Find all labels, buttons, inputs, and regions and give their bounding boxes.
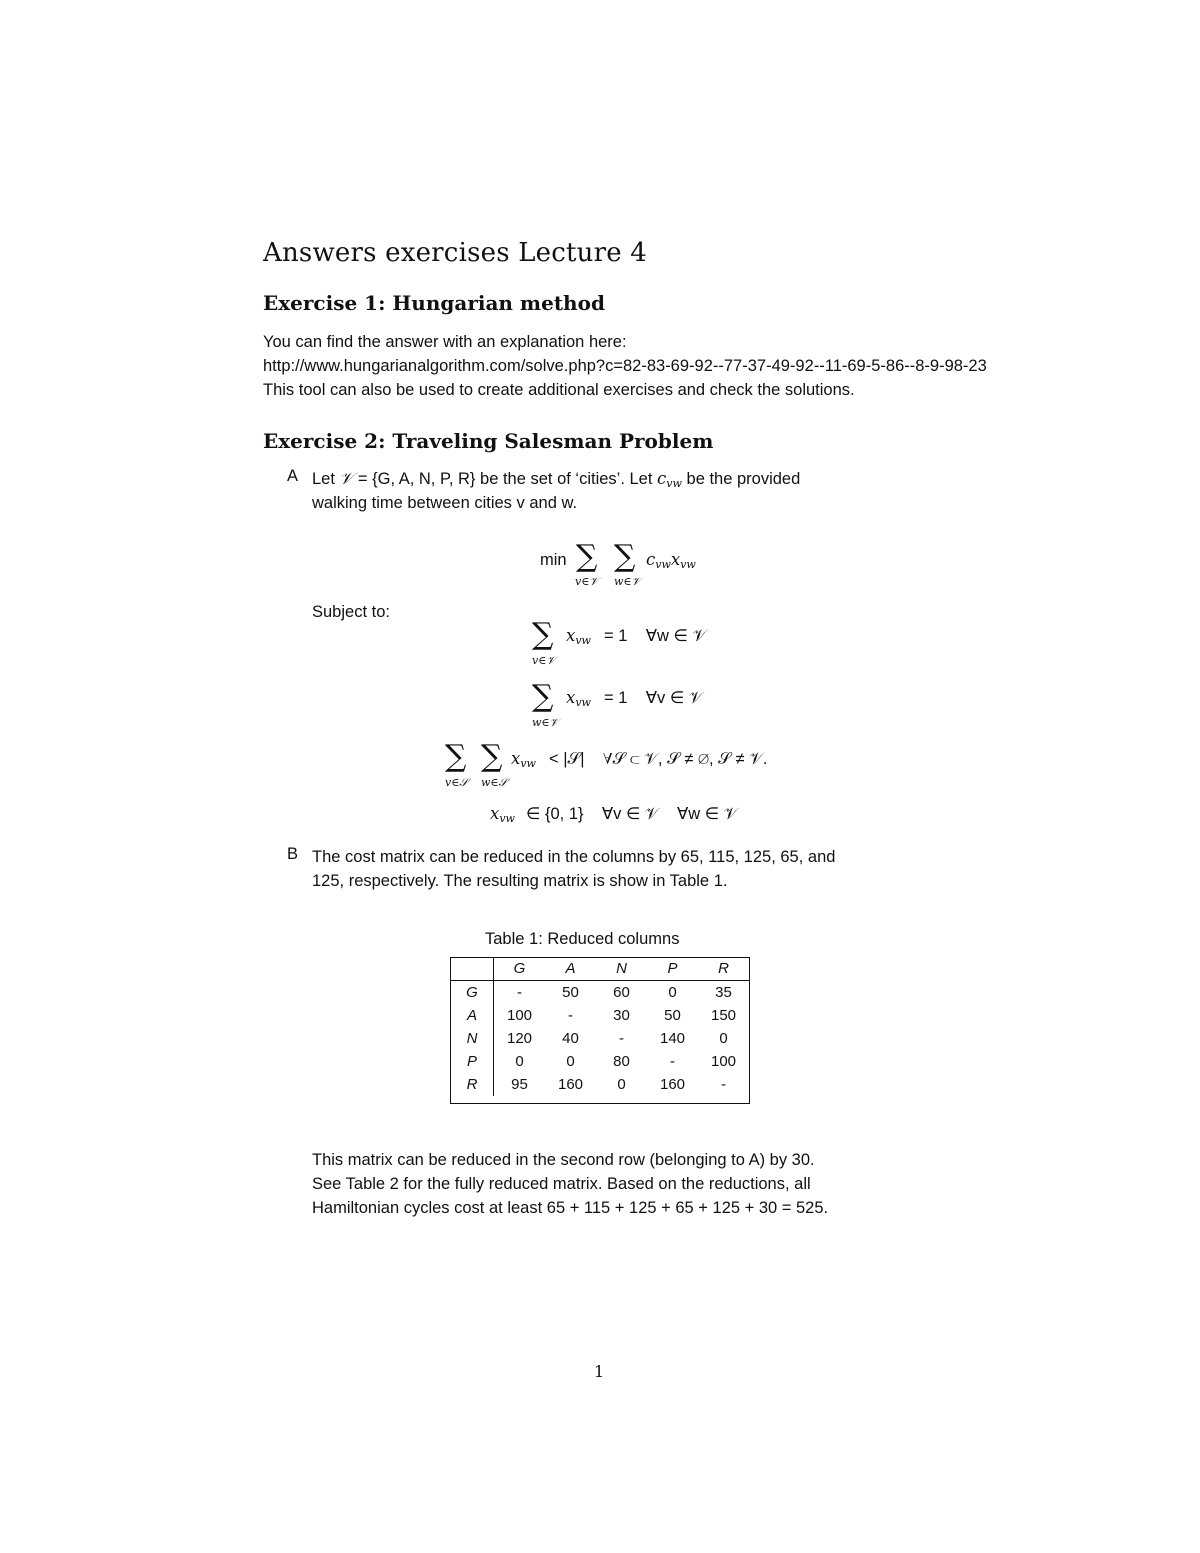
min-word: min	[540, 551, 567, 569]
table-cell: 140	[659, 1030, 686, 1047]
table-cell: -	[721, 1076, 726, 1093]
sum-index: v∈𝒮	[445, 776, 468, 789]
column-header: P	[667, 960, 678, 977]
table-cell: 160	[659, 1076, 686, 1093]
constraint-2	[532, 679, 792, 732]
table-cell: 50	[664, 1007, 681, 1024]
row-header: P	[451, 1050, 494, 1073]
table-cell: 95	[511, 1076, 528, 1093]
sum-index: w∈𝒱	[532, 716, 559, 729]
part-a-line2: walking time between cities v and w.	[312, 494, 578, 512]
table-cell: 120	[506, 1030, 533, 1047]
table-cell: -	[568, 1007, 573, 1024]
table-row	[451, 1050, 749, 1073]
constraint-rhs: < |𝒮| ∀𝒮 ⊂ 𝒱, 𝒮 ≠ ∅, 𝒮 ≠ 𝒱.	[549, 750, 768, 768]
table-cell: 100	[506, 1007, 533, 1024]
table-cell: 160	[557, 1076, 584, 1093]
table-caption: Table 1: Reduced columns	[485, 930, 680, 948]
table-cell: -	[517, 984, 522, 1001]
var-x: $x_{vw}$	[566, 626, 591, 647]
sum-index: v∈𝒱	[532, 654, 556, 667]
sum-index: w∈𝒮	[481, 776, 508, 789]
table-cell: 0	[515, 1053, 524, 1070]
column-header: A	[565, 960, 576, 977]
column-header: N	[616, 960, 627, 977]
table-cell: 50	[562, 984, 579, 1001]
exercise-1-text	[263, 330, 987, 402]
sum-icon: ∑	[532, 679, 554, 714]
constraint-3	[445, 739, 825, 792]
var-x: $x_{vw}$	[566, 688, 591, 709]
sum-index: w∈𝒱	[614, 575, 641, 588]
sum-icon: ∑	[445, 739, 467, 774]
var-x: $x_{vw}$	[490, 804, 515, 825]
objective-term: $c_{vw}x_{vw}$	[646, 550, 696, 571]
exercise-1-heading: Exercise 1: Hungarian method	[263, 291, 605, 315]
sum-icon: ∑	[576, 539, 598, 574]
row-header: R	[451, 1073, 494, 1096]
exercise-1-line: This tool can also be used to create additional exercises and check the solutions.	[263, 381, 855, 399]
text: be the provided	[686, 470, 801, 488]
page-number: 1	[594, 1362, 605, 1381]
subject-to: Subject to:	[312, 603, 390, 621]
part-a-label: A	[287, 467, 299, 485]
sum-icon: ∑	[481, 739, 503, 774]
exercise-2-heading: Exercise 2: Traveling Salesman Problem	[263, 429, 714, 453]
table-header-row	[451, 957, 749, 981]
row-header: N	[451, 1027, 494, 1050]
table-cell: 0	[668, 984, 677, 1001]
table-row	[451, 1027, 749, 1050]
table-cell: 40	[562, 1030, 579, 1047]
text-line: See Table 2 for the fully reduced matrix. Based on the reductions, all	[312, 1175, 811, 1193]
table-cell: -	[670, 1053, 675, 1070]
text-line: Hamiltonian cycles cost at least 65 + 115 + 125 + 65 + 125 + 30 = 525.	[312, 1199, 829, 1217]
row-header: A	[451, 1004, 494, 1027]
sum-icon: ∑	[532, 617, 554, 652]
objective	[538, 539, 758, 592]
part-b-label: B	[287, 845, 299, 863]
table-cell: 60	[613, 984, 630, 1001]
part-b-conclusion	[312, 1148, 828, 1220]
table-cell: 150	[710, 1007, 737, 1024]
table-cell: 100	[710, 1053, 737, 1070]
text-line: The cost matrix can be reduced in the columns by 65, 115, 125, 65, and	[312, 848, 836, 866]
exercise-1-line: You can find the answer with an explanation here:	[263, 333, 627, 351]
text-line: 125, respectively. The resulting matrix is show in Table 1.	[312, 872, 728, 890]
part-b-text	[312, 845, 835, 893]
constraint-rhs: = 1 ∀w ∈ 𝒱	[604, 627, 707, 645]
column-header: R	[718, 960, 729, 977]
table-cell: 0	[566, 1053, 575, 1070]
table-cell: -	[619, 1030, 624, 1047]
text: Let	[312, 470, 335, 488]
reduced-columns-table	[451, 957, 749, 1096]
constraint-domain: ∈ {0, 1} ∀v ∈ 𝒱 ∀w ∈ 𝒱	[526, 805, 738, 823]
math-v: 𝒱	[339, 469, 354, 488]
exercise-1-url: http://www.hungarianalgorithm.com/solve.php?c=82-83-69-92--77-37-49-92--11-69-5-86--8-9-98-23	[263, 357, 987, 375]
text: = {G, A, N, P, R} be the set of ‘cities’. Let	[357, 470, 653, 488]
page-title: Answers exercises Lecture 4	[263, 238, 648, 268]
table-row	[451, 1073, 749, 1096]
table-cell: 30	[613, 1007, 630, 1024]
table-cell: 0	[719, 1030, 728, 1047]
sum-index: v∈𝒱	[575, 575, 599, 588]
table-row	[451, 1004, 749, 1027]
constraint-rhs: = 1 ∀v ∈ 𝒱	[604, 689, 703, 707]
var-x: $x_{vw}$	[511, 749, 536, 770]
sum-icon: ∑	[614, 539, 636, 574]
table-cell: 0	[617, 1076, 626, 1093]
table-row	[451, 981, 749, 1005]
table-cell: 80	[613, 1053, 630, 1070]
table-cell: 35	[715, 984, 732, 1001]
corner-cell	[451, 957, 494, 981]
math-cvw: $c_{vw}$	[657, 469, 682, 490]
constraint-4	[490, 802, 790, 828]
constraint-1	[532, 617, 792, 670]
column-header: G	[513, 960, 526, 977]
text-line: This matrix can be reduced in the second row (belonging to A) by 30.	[312, 1151, 815, 1169]
row-header: G	[451, 981, 494, 1005]
